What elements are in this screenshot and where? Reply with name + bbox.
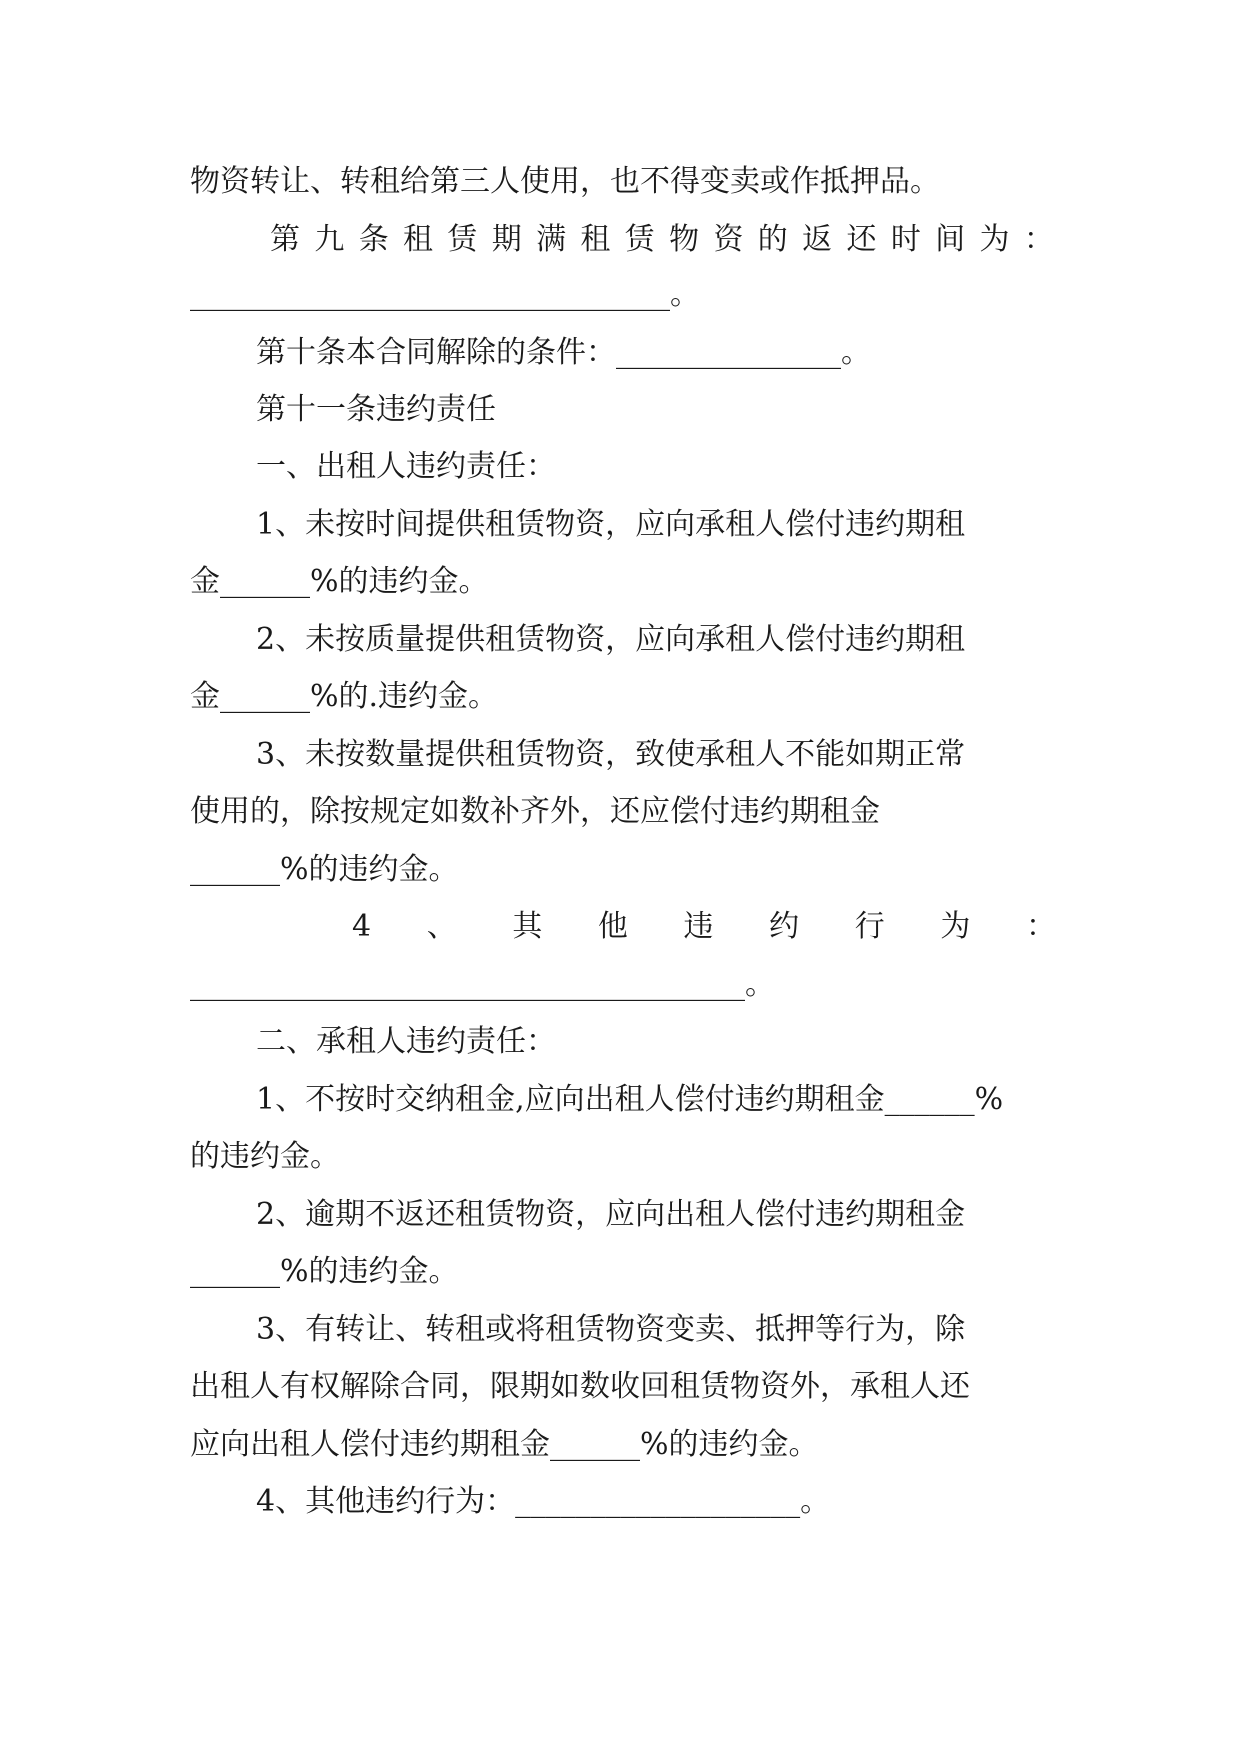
text-line: 使用的，除按规定如数补齐外，还应偿付违约期租金 xyxy=(190,794,880,829)
text-line: 应向出租人偿付违约期租金______%的违约金。 xyxy=(190,1427,819,1462)
lessor-item-3: 3、未按数量提供租赁物资，致使承租人不能如期正常 xyxy=(256,737,966,772)
lessee-item-3: 3、有转让、转租或将租赁物资变卖、抵押等行为，除 xyxy=(256,1312,966,1347)
text-line: 金______%的.违约金。 xyxy=(190,679,499,714)
lessor-liability-heading: 一、出租人违约责任： xyxy=(256,449,556,484)
article-10: 第十条本合同解除的条件：_______________。 xyxy=(256,335,871,370)
lessor-item-4: 4 、 其 他 违 约 行 为 ： xyxy=(352,909,1056,944)
lessee-item-2: 2、逾期不返还租赁物资，应向出租人偿付违约期租金 xyxy=(256,1197,966,1232)
article-9-heading: 第 九 条 租 赁 期 满 租 赁 物 资 的 返 还 时 间 为 ： xyxy=(270,222,1056,257)
lessee-item-4: 4、其他违约行为：___________________。 xyxy=(256,1484,831,1519)
lessor-item-2: 2、未按质量提供租赁物资，应向承租人偿付违约期租 xyxy=(256,622,966,657)
lessee-liability-heading: 二、承租人违约责任： xyxy=(256,1024,556,1059)
lessor-item-1: 1、未按时间提供租赁物资，应向承租人偿付违约期租 xyxy=(256,507,966,542)
text-line: 金______%的违约金。 xyxy=(190,564,489,599)
text-line: ______%的违约金。 xyxy=(190,852,459,887)
blank-line: _____________________________________。 xyxy=(190,967,775,1002)
text-line: 的违约金。 xyxy=(190,1139,340,1174)
text-line: ______%的违约金。 xyxy=(190,1254,459,1289)
lessee-item-1: 1、不按时交纳租金,应向出租人偿付违约期租金______% xyxy=(256,1082,1004,1117)
text-line: 出租人有权解除合同，限期如数收回租赁物资外，承租人还 xyxy=(190,1369,970,1404)
blank-line: ________________________________。 xyxy=(190,277,700,312)
article-11-heading: 第十一条违约责任 xyxy=(256,392,496,427)
text-line: 物资转让、转租给第三人使用，也不得变卖或作抵押品。 xyxy=(190,164,940,199)
